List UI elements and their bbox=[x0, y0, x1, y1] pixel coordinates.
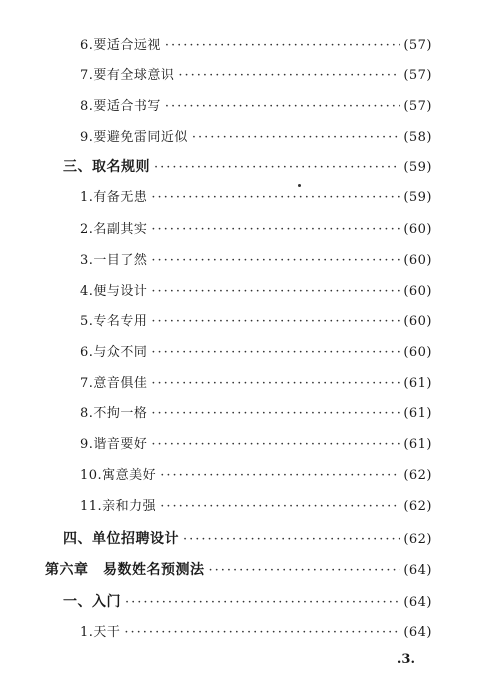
toc-section-title: 四、单位招聘设计 bbox=[63, 531, 179, 547]
toc-entry-title: 9.要避免雷同近似 bbox=[80, 130, 188, 145]
toc-entry-page: (62) bbox=[403, 499, 432, 514]
toc-entry bbox=[80, 190, 432, 206]
toc-entry-page: (64) bbox=[403, 625, 432, 640]
dot-leader bbox=[151, 222, 400, 238]
dot-leader bbox=[165, 38, 400, 54]
dot-leader bbox=[165, 99, 400, 115]
dot-leader bbox=[209, 563, 401, 579]
toc-entry bbox=[80, 284, 432, 300]
dot-leader bbox=[151, 437, 400, 453]
dot-leader bbox=[160, 468, 400, 484]
toc-entry-title: 3.一目了然 bbox=[80, 253, 148, 268]
toc-entry-page: (60) bbox=[403, 253, 432, 268]
toc-entry bbox=[80, 437, 432, 453]
toc-entry bbox=[80, 130, 432, 146]
dot-leader bbox=[151, 314, 400, 330]
toc-entry bbox=[80, 345, 432, 361]
toc-entry-page: (62) bbox=[403, 532, 432, 547]
toc-entry-page: (58) bbox=[403, 130, 432, 145]
toc-entry-title: 9.谐音要好 bbox=[80, 437, 148, 452]
toc-entry bbox=[80, 468, 432, 484]
toc-entry-title: 6.与众不同 bbox=[80, 345, 148, 360]
toc-entry bbox=[80, 314, 432, 330]
dot-leader bbox=[183, 532, 400, 548]
toc-section-entry bbox=[63, 531, 432, 548]
toc-entry bbox=[80, 625, 432, 641]
toc-entry-title: 7.要有全球意识 bbox=[80, 68, 175, 83]
toc-entry-page: (64) bbox=[403, 595, 432, 610]
toc-entry bbox=[80, 222, 432, 238]
toc-section-entry bbox=[63, 594, 432, 611]
toc-entry-title: 5.专名专用 bbox=[80, 314, 148, 329]
toc-entry-page: (61) bbox=[403, 376, 432, 391]
toc-entry-page: (57) bbox=[403, 38, 432, 53]
toc-entry-title: 6.要适合远视 bbox=[80, 38, 161, 53]
toc-entry-page: (60) bbox=[403, 284, 432, 299]
toc-entry bbox=[80, 499, 432, 515]
dot-leader bbox=[124, 625, 400, 641]
toc-entry bbox=[80, 68, 432, 84]
toc-entry-page: (59) bbox=[403, 160, 432, 175]
dot-leader bbox=[151, 253, 400, 269]
toc-entry bbox=[80, 99, 432, 115]
toc-entry bbox=[80, 38, 432, 54]
toc-section-entry bbox=[63, 159, 432, 176]
toc-chapter-title: 第六章 易数姓名预测法 bbox=[45, 562, 205, 578]
toc-entry bbox=[80, 406, 432, 422]
dot-leader bbox=[192, 130, 400, 146]
page-number: .3. bbox=[396, 652, 415, 667]
dot-leader bbox=[151, 345, 400, 361]
toc-entry-title: 8.要适合书写 bbox=[80, 99, 161, 114]
toc-section-title: 三、取名规则 bbox=[63, 159, 150, 175]
toc-entry-page: (61) bbox=[403, 406, 432, 421]
toc-entry-page: (60) bbox=[403, 314, 432, 329]
toc-entry-title: 11.亲和力强 bbox=[80, 499, 157, 514]
toc-entry-title: 1.有备无患 bbox=[80, 190, 148, 205]
toc-entry-title: 1.天干 bbox=[80, 625, 121, 640]
toc-entry-page: (61) bbox=[403, 437, 432, 452]
toc-entry-page: (60) bbox=[403, 222, 432, 237]
dot-leader bbox=[151, 376, 400, 392]
toc-entry-page: (57) bbox=[403, 99, 432, 114]
dot-leader bbox=[154, 160, 400, 176]
toc-entry-page: (60) bbox=[403, 345, 432, 360]
toc-entry-page: (59) bbox=[403, 190, 432, 205]
toc-chapter-entry bbox=[45, 562, 432, 579]
toc-entry-page: (62) bbox=[403, 468, 432, 483]
toc-entry-title: 4.便与设计 bbox=[80, 284, 148, 299]
dot-leader bbox=[160, 499, 400, 515]
dot-leader bbox=[151, 406, 400, 422]
toc-entry-title: 2.名副其实 bbox=[80, 222, 148, 237]
toc-entry-title: 7.意音俱佳 bbox=[80, 376, 148, 391]
toc-entry bbox=[80, 376, 432, 392]
toc-section-title: 一、入门 bbox=[63, 594, 121, 610]
print-speck bbox=[298, 184, 301, 187]
dot-leader bbox=[178, 68, 400, 84]
toc-entry-page: (64) bbox=[403, 563, 432, 578]
dot-leader bbox=[125, 595, 400, 611]
dot-leader bbox=[151, 190, 400, 206]
toc-entry-title: 10.寓意美好 bbox=[80, 468, 157, 483]
toc-entry bbox=[80, 253, 432, 269]
dot-leader bbox=[151, 284, 400, 300]
toc-entry-title: 8.不拘一格 bbox=[80, 406, 148, 421]
toc-entry-page: (57) bbox=[403, 68, 432, 83]
